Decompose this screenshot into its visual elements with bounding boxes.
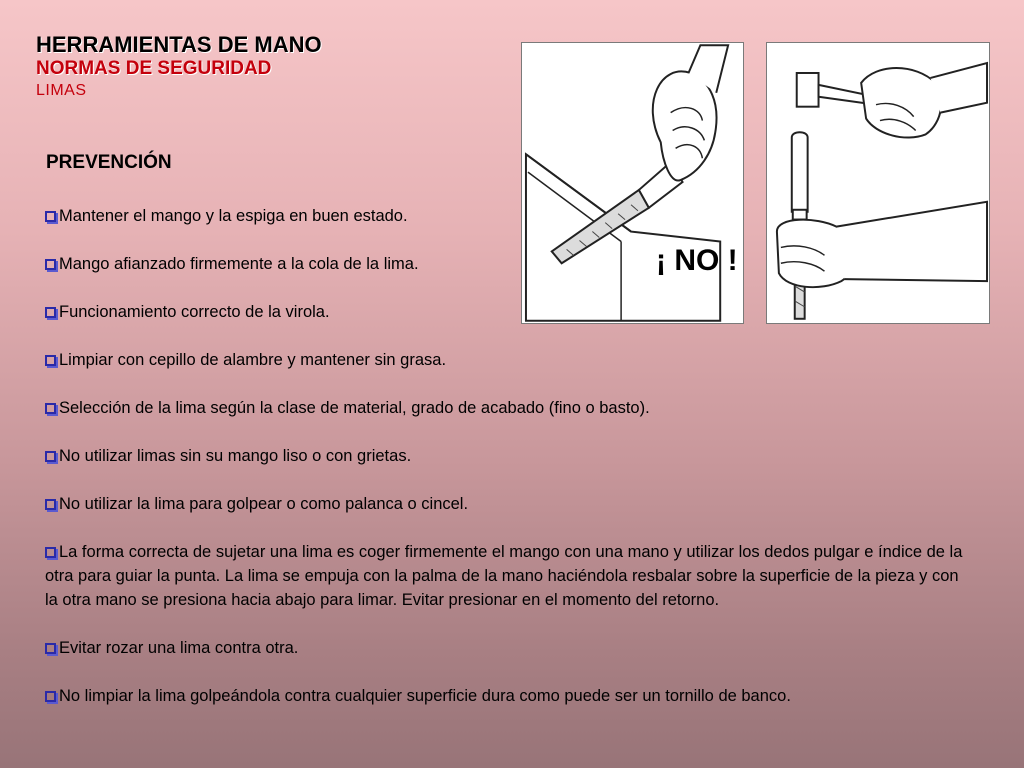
section-heading: PREVENCIÓN: [46, 152, 172, 173]
list-item-text: Mantener el mango y la espiga en buen estado.: [59, 207, 408, 225]
list-item-text: Limpiar con cepillo de alambre y mantener sin grasa.: [59, 351, 447, 369]
checkbox-square-icon: [45, 643, 56, 654]
list-item: [45, 252, 975, 276]
checkbox-square-icon: [45, 307, 56, 318]
checkbox-square-icon: [45, 451, 56, 462]
list-item-text: No utilizar la lima para golpear o como palanca o cincel.: [59, 495, 469, 513]
title-block: [36, 32, 322, 102]
list-item-text: No utilizar limas sin su mango liso o con grietas.: [59, 447, 412, 465]
list-item: [45, 636, 975, 660]
checkbox-square-icon: [45, 403, 56, 414]
list-item: [45, 540, 975, 612]
list-item-text: No limpiar la lima golpeándola contra cualquier superficie dura como puede ser un tornillo de banco.: [59, 687, 791, 705]
list-item: [45, 444, 975, 468]
list-item-text: La forma correcta de sujetar una lima es coger firmemente el mango con una mano y utilizar los dedos pulgar e índice de la otra para guiar la punta. La lima se empuja con la palma de la mano haciéndola resbalar sobre la superficie de la pieza y con la otra mano se presiona hacia abajo para limar. Evitar presionar en el momento del retorno.: [45, 543, 963, 609]
prevention-list: [45, 204, 975, 708]
checkbox-square-icon: [45, 499, 56, 510]
list-item: [45, 348, 975, 372]
slide-topic: LIMAS: [36, 82, 87, 99]
checkbox-square-icon: [45, 691, 56, 702]
checkbox-square-icon: [45, 211, 56, 222]
list-item: [45, 492, 975, 516]
list-item: [45, 204, 975, 228]
list-item: [45, 684, 975, 708]
checkbox-square-icon: [45, 355, 56, 366]
list-item-text: Funcionamiento correcto de la virola.: [59, 303, 330, 321]
list-item: [45, 300, 975, 324]
list-item-text: Mango afianzado firmemente a la cola de la lima.: [59, 255, 419, 273]
warning-no-label: ¡ NO !: [656, 244, 738, 277]
slide-title: HERRAMIENTAS DE MANO: [36, 32, 322, 57]
list-item-text: Evitar rozar una lima contra otra.: [59, 639, 299, 657]
checkbox-square-icon: [45, 259, 56, 270]
slide-subtitle: NORMAS DE SEGURIDAD: [36, 58, 272, 79]
checkbox-square-icon: [45, 547, 56, 558]
list-item: [45, 396, 975, 420]
list-item-text: Selección de la lima según la clase de material, grado de acabado (fino o basto).: [59, 399, 650, 417]
